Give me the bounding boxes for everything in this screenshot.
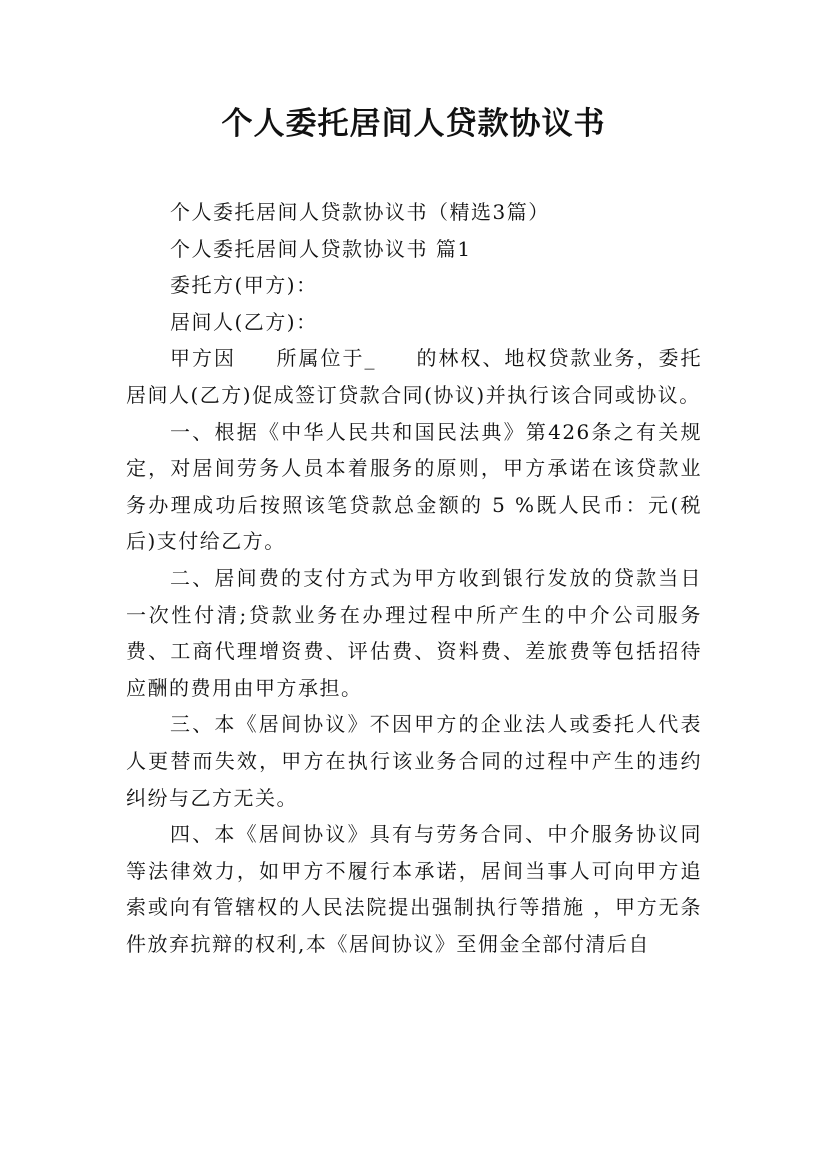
purpose-part-2: 所属位于_ (276, 346, 376, 371)
purpose-part-3: 的林权、地权贷款业务，委托居间人(乙方)促成签订贷款合同(协议)并执行该合同或协议。 (126, 346, 702, 407)
document-body (126, 194, 702, 962)
paragraph-clause-1: 一、根据《中华人民共和国民法典》第426条之有关规定，对居间劳务人员本着服务的原则，甲方承诺在该贷款业务办理成功后按照该笔贷款总金额的 5 %既人民币：元(税后)支付给乙方。 (126, 419, 702, 554)
paragraph-section-heading: 个人委托居间人贷款协议书 篇1 (170, 236, 472, 261)
paragraph-clause-2: 二、居间费的支付方式为甲方收到银行发放的贷款当日一次性付清;贷款业务在办理过程中所产生的中介公司服务费、工商代理增资费、评估费、资料费、差旅费等包括招待应酬的费用由甲方承担。 (126, 565, 702, 700)
paragraph-clause-4: 四、本《居间协议》具有与劳务合同、中介服务协议同等法律效力，如甲方不履行本承诺，居间当事人可向甲方追索或向有管辖权的人民法院提出强制执行等措施 ，甲方无条件放弃抗辩的权利,本《居间协议》至佣金全部付清后自 (126, 822, 702, 956)
paragraph-subtitle: 个人委托居间人贷款协议书（精选3篇） (170, 200, 550, 224)
paragraph-party-a: 委托方(甲方)： (170, 273, 318, 298)
paragraph-purpose (126, 340, 702, 413)
document-title: 个人委托居间人贷款协议书 (221, 106, 606, 142)
paragraph-clause-3: 三、本《居间协议》不因甲方的企业法人或委托人代表人更替而失效，甲方在执行该业务合同的过程中产生的违约纠纷与乙方无关。 (126, 712, 702, 810)
purpose-part-1: 甲方因 (170, 346, 236, 371)
paragraph-party-b: 居间人(乙方)： (170, 309, 318, 334)
